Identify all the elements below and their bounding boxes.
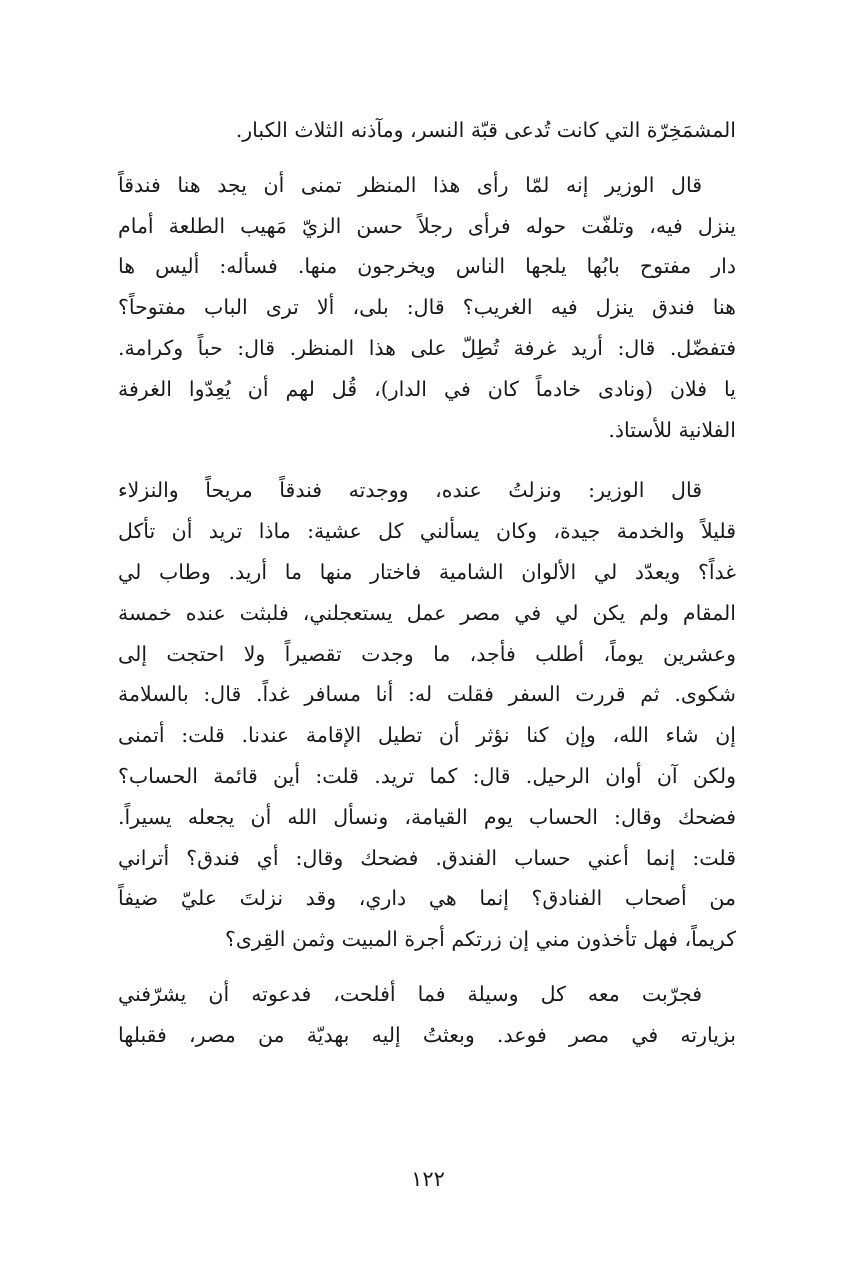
page-number: ١٢٢	[411, 1167, 445, 1191]
text-line: إن شاء الله، وإن كنا نؤثر أن تطيل الإقامة عندنا. قلت: أتمنى	[118, 723, 736, 748]
text-line: قال الوزير إنه لمّا رأى هذا المنظر تمنى أن يجد هنا فندقاً	[118, 172, 702, 197]
text-line: بزيارته في مصر فوعد. وبعثتُ إليه بهديّة من مصر، فقبلها	[118, 1022, 736, 1047]
text-line: فجرّبت معه كل وسيلة فما أفلحت، فدعوته أن يشرّفني	[118, 981, 702, 1006]
text-line: فضحك وقال: الحساب يوم القيامة، ونسأل الله أن يجعله يسيراً.	[118, 804, 736, 829]
text-line: كريماً، فهل تأخذون مني إن زرتكم أجرة المبيت وثمن القِرى؟	[224, 927, 736, 952]
text-line: ولكن آن أوان الرحيل. قال: كما تريد. قلت: أين قائمة الحساب؟	[118, 763, 736, 788]
text-line: وعشرين يوماً، أطلب فأجد، ما وجدت تقصيراً ولا احتجت إلى	[118, 641, 736, 666]
paragraph-2	[118, 165, 736, 451]
text-line: قال الوزير: ونزلتُ عنده، ووجدته فندقاً مريحاً والنزلاء	[118, 478, 702, 503]
text-line: المشمَخِرّة التي كانت تُدعى قبّة النسر، ومآذنه الثلاث الكبار.	[235, 118, 736, 142]
text-line: دار مفتوح بابُها يلجها الناس ويخرجون منها. فسأله: أليس ها	[118, 254, 736, 279]
paragraph-1	[118, 110, 736, 151]
text-line: ينزل فيه، وتلفّت حوله فرأى رجلاً حسن الزيّ مَهيب الطلعة أمام	[118, 213, 736, 238]
paragraph-3	[118, 470, 736, 960]
text-line: الفلانية للأستاذ.	[608, 417, 736, 442]
text-line: شكوى. ثم قررت السفر فقلت له: أنا مسافر غداً. قال: بالسلامة	[118, 682, 736, 707]
text-line: غداً؟ ويعدّد لي الألوان الشامية فاختار منها ما أريد. وطاب لي	[118, 559, 736, 584]
page-body	[118, 110, 736, 1056]
text-line: من أصحاب الفنادق؟ إنما هي داري، وقد نزلتَ عليّ ضيفاً	[118, 886, 736, 911]
text-line: فتفضّل. قال: أريد غرفة تُطِلّ على هذا المنظر. قال: حباً وكرامة.	[118, 335, 736, 360]
text-line: قليلاً والخدمة جيدة، وكان يسألني كل عشية: ماذا تريد أن تأكل	[118, 519, 736, 544]
text-line: يا فلان (ونادى خادماً كان في الدار)، قُل لهم أن يُعِدّوا الغرفة	[118, 376, 736, 401]
text-line: قلت: إنما أعني حساب الفندق. فضحك وقال: أي فندق؟ أتراني	[118, 845, 736, 870]
paragraph-4	[118, 974, 736, 1056]
text-line: هنا فندق ينزل فيه الغريب؟ قال: بلى، ألا ترى الباب مفتوحاً؟	[118, 295, 736, 320]
text-line: المقام ولم يكن لي في مصر عمل يستعجلني، فلبثت عنده خمسة	[118, 600, 736, 625]
